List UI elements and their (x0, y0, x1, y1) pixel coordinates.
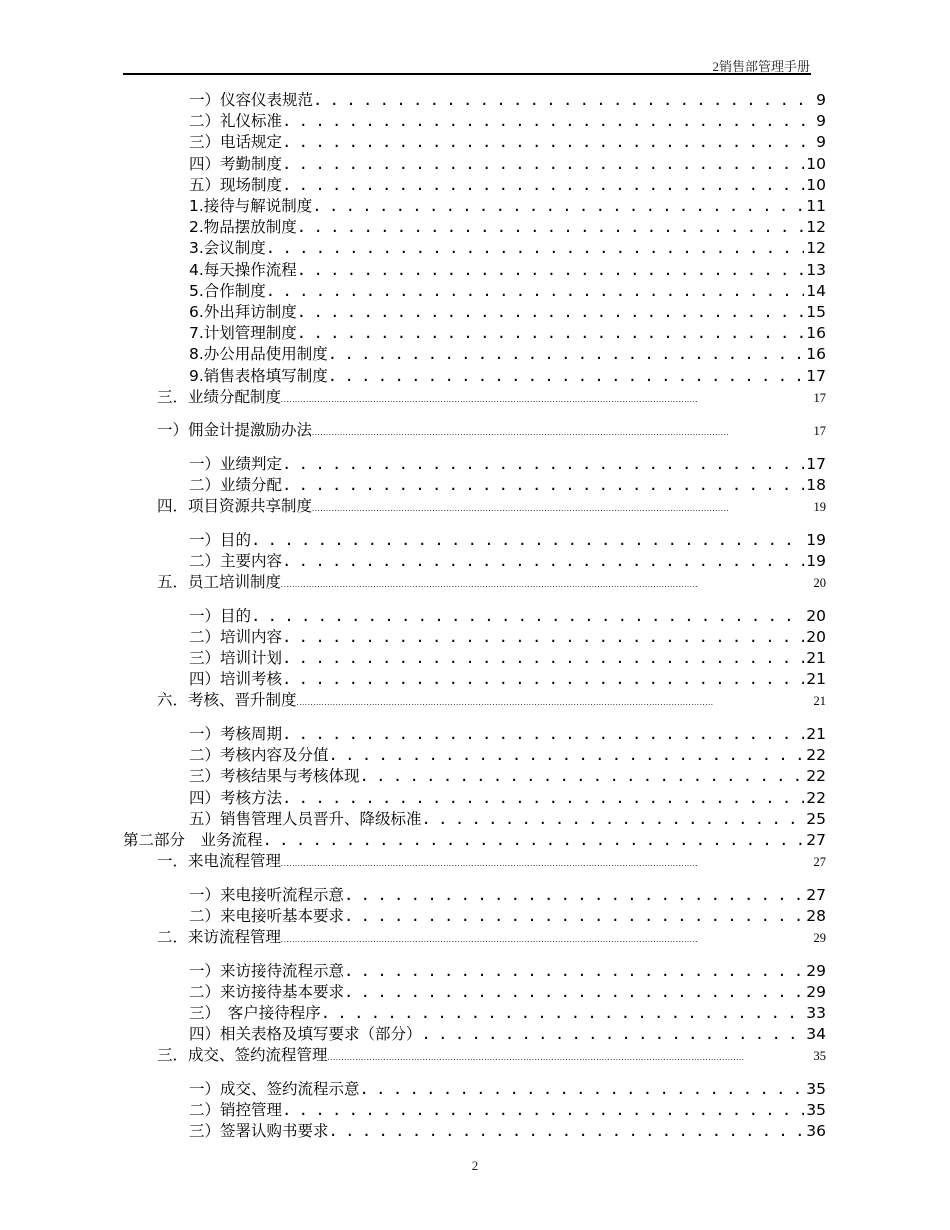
page-number: 2 (471, 1158, 479, 1173)
dot-leader (297, 217, 804, 238)
toc-entry-page: 25 (806, 809, 826, 828)
toc-entry-label: 二）来访接待基本要求 (189, 982, 345, 1001)
dot-leader (251, 530, 804, 551)
toc-entry-label: 二．来访流程管理 (157, 928, 282, 946)
toc-entry[interactable] (189, 982, 826, 1003)
toc-entry-label: 二）销控管理 (189, 1101, 283, 1119)
toc-entry[interactable] (157, 387, 826, 408)
toc-entry-page: 17 (813, 390, 826, 405)
toc-entry[interactable] (189, 302, 826, 323)
dot-leader (297, 260, 804, 281)
toc-entry[interactable] (189, 627, 826, 648)
toc-entry-label: 二）主要内容 (189, 551, 283, 570)
dot-leader (321, 1003, 805, 1024)
toc-entry[interactable] (189, 1024, 826, 1045)
dot-leader (344, 961, 804, 982)
toc-entry[interactable] (189, 745, 826, 766)
dot-leader (282, 154, 804, 175)
toc-entry-page: 35 (813, 1049, 826, 1064)
dot-leader (297, 323, 804, 344)
dot-leader (329, 1121, 805, 1142)
toc-entry-label: 一）来电接听流程示意 (189, 885, 345, 904)
toc-entry[interactable] (189, 766, 826, 787)
toc-entry-label: 三）培训计划 (189, 649, 283, 667)
toc-entry[interactable] (189, 111, 826, 132)
toc-entry-label: 一）业绩判定 (189, 454, 283, 473)
toc-entry-page: 16 (806, 324, 826, 343)
toc-entry-page: 11 (806, 197, 826, 215)
dot-leader (282, 111, 814, 132)
toc-entry[interactable] (157, 420, 826, 441)
toc-entry-page: 17 (813, 424, 826, 439)
dot-leader (282, 454, 804, 475)
toc-entry[interactable] (123, 830, 826, 851)
toc-entry-page: 22 (806, 746, 826, 765)
toc-entry-page: 21 (806, 670, 826, 689)
toc-entry-label: 三．业绩分配制度 (157, 387, 282, 406)
toc-entry-page: 18 (806, 476, 826, 494)
toc-entry-label: 一）仪容仪表规范 (189, 91, 314, 109)
dot-leader (266, 281, 804, 302)
toc-entry-label: 1.接待与解说制度 (189, 197, 313, 215)
toc-entry-page: 35 (806, 1101, 826, 1119)
dot-leader (282, 1100, 804, 1121)
toc-entry-page: 19 (806, 551, 826, 570)
toc-entry-page: 9 (816, 91, 826, 109)
toc-entry-page: 14 (806, 281, 826, 300)
toc-entry[interactable] (189, 260, 826, 281)
toc-entry-page: 16 (806, 345, 826, 364)
toc-entry-page: 36 (806, 1122, 826, 1141)
dot-leader (312, 498, 811, 517)
toc-entry-page: 20 (806, 606, 826, 625)
toc-entry-label: 二）来电接听基本要求 (189, 906, 345, 925)
dot-leader (297, 692, 812, 711)
dot-leader (281, 574, 811, 593)
toc-entry-label: 一）佣金计提激励办法 (157, 421, 313, 440)
toc-entry-page: 15 (806, 303, 826, 321)
toc-entry-page: 27 (806, 885, 826, 904)
dot-leader (282, 788, 804, 809)
dot-leader (282, 175, 804, 196)
dot-leader (313, 90, 814, 111)
toc-entry[interactable] (189, 1003, 826, 1024)
header-divider (123, 73, 811, 75)
dot-leader (360, 1079, 805, 1100)
toc-entry-page: 28 (806, 906, 826, 925)
toc-entry-label: 三．成交、签约流程管理 (157, 1046, 328, 1065)
running-header-title: 2销售部管理手册 (712, 59, 810, 74)
toc-entry[interactable] (189, 1100, 826, 1121)
toc-entry[interactable] (157, 851, 826, 872)
toc-entry[interactable] (189, 724, 826, 745)
dot-leader (282, 669, 804, 690)
toc-entry-page: 10 (806, 175, 826, 194)
toc-entry-page: 29 (806, 982, 826, 1001)
toc-entry[interactable] (189, 196, 826, 217)
toc-entry-label: 2.物品摆放制度 (189, 218, 297, 237)
toc-entry-label: 一）来访接待流程示意 (189, 961, 345, 980)
toc-entry-label: 四．项目资源共享制度 (157, 497, 313, 516)
toc-entry[interactable] (189, 885, 826, 906)
toc-entry[interactable] (189, 648, 826, 669)
dot-leader (422, 809, 805, 830)
toc-entry-page: 29 (813, 931, 826, 945)
toc-entry-label: 四）培训考核 (189, 670, 283, 689)
dot-leader (297, 302, 804, 323)
toc-entry-label: 三）签署认购书要求 (189, 1122, 329, 1141)
toc-entry-page: 29 (806, 961, 826, 980)
dot-leader (422, 1024, 805, 1045)
toc-entry-page: 21 (806, 724, 826, 743)
toc-entry[interactable] (189, 217, 826, 238)
toc-entry-page: 19 (806, 530, 826, 549)
toc-entry[interactable] (157, 1045, 826, 1066)
toc-entry[interactable] (189, 366, 826, 387)
dot-leader (312, 422, 811, 441)
toc-entry[interactable] (189, 238, 826, 259)
toc-entry[interactable] (157, 927, 826, 948)
toc-entry[interactable] (189, 454, 826, 475)
dot-leader (282, 475, 804, 496)
toc-entry-page: 27 (806, 830, 826, 849)
dot-leader (282, 551, 804, 572)
toc-entry-label: 二）礼仪标准 (189, 112, 283, 131)
toc-entry-page: 19 (813, 500, 826, 515)
toc-entry-page: 12 (806, 239, 826, 258)
toc-entry[interactable] (189, 90, 826, 111)
toc-entry[interactable] (189, 530, 826, 551)
dot-leader (328, 1047, 812, 1066)
dot-leader (344, 906, 804, 927)
toc-entry-page: 21 (806, 649, 826, 667)
toc-entry-page: 17 (806, 366, 826, 385)
toc-entry-label: 一．来电流程管理 (157, 852, 282, 871)
toc-entry[interactable] (157, 496, 826, 517)
toc-entry-page: 12 (806, 218, 826, 237)
dot-leader (344, 982, 804, 1003)
dot-leader (266, 238, 804, 259)
dot-leader (360, 766, 805, 787)
toc-entry-page: 21 (813, 694, 826, 709)
toc-entry-label: 四）考核方法 (189, 788, 283, 807)
dot-leader (282, 648, 804, 669)
toc-entry[interactable] (189, 323, 826, 344)
toc-entry-label: 三）考核结果与考核体现 (189, 767, 360, 786)
dot-leader (281, 929, 811, 948)
toc-entry-page: 22 (806, 788, 826, 807)
toc-entry-label: 一）考核周期 (189, 724, 283, 743)
toc-entry-page: 20 (813, 576, 826, 591)
toc-entry-label: 四）考勤制度 (189, 154, 283, 173)
toc-entry-page: 27 (813, 855, 826, 870)
toc-entry[interactable] (189, 281, 826, 302)
toc-entry-page: 34 (806, 1025, 826, 1044)
toc-entry-label: 三）电话规定 (189, 133, 283, 152)
toc-entry-label: 6.外出拜访制度 (189, 303, 297, 321)
dot-leader (329, 745, 805, 766)
toc-entry-label: 7.计划管理制度 (189, 324, 297, 343)
toc-entry[interactable] (189, 551, 826, 572)
toc-entry[interactable] (189, 132, 826, 153)
dot-leader (282, 627, 804, 648)
dot-leader (282, 724, 804, 745)
dot-leader (263, 830, 805, 851)
toc-entry[interactable] (189, 906, 826, 927)
toc-entry-page: 35 (806, 1079, 826, 1098)
toc-entry[interactable] (189, 961, 826, 982)
toc-entry[interactable] (189, 1121, 826, 1142)
toc-entry[interactable] (189, 175, 826, 196)
toc-entry-label: 9.销售表格填写制度 (189, 366, 328, 385)
dot-leader (282, 132, 814, 153)
toc-entry[interactable] (189, 475, 826, 496)
toc-entry[interactable] (189, 344, 826, 365)
toc-entry-label: 第二部分 业务流程 (123, 830, 263, 849)
toc-entry-label: 四）相关表格及填写要求（部分） (189, 1025, 422, 1044)
dot-leader (281, 853, 811, 872)
toc-entry-page: 33 (806, 1003, 826, 1022)
toc-entry-label: 五）销售管理人员晋升、降级标准 (189, 809, 422, 828)
toc-entry-page: 10 (806, 154, 826, 173)
dot-leader (251, 606, 804, 627)
toc-entry-label: 3.会议制度 (189, 239, 266, 258)
toc-entry-label: 二）培训内容 (189, 627, 283, 646)
toc-entry-page: 17 (806, 454, 826, 473)
toc-entry-label: 三） 客户接待程序 (189, 1003, 321, 1022)
toc-entry[interactable] (189, 1079, 826, 1100)
toc-entry-label: 一）成交、签约流程示意 (189, 1079, 360, 1098)
dot-leader (344, 885, 804, 906)
toc-entry-page: 20 (806, 627, 826, 646)
toc-entry-label: 五．员工培训制度 (157, 573, 282, 592)
dot-leader (312, 196, 804, 217)
dot-leader (328, 366, 804, 387)
toc-entry-label: 一）目的 (189, 606, 252, 625)
toc-entry-label: 8.办公用品使用制度 (189, 345, 328, 364)
toc-entry[interactable] (189, 809, 826, 830)
toc-entry-page: 22 (806, 767, 826, 786)
toc-entry-label: 二）业绩分配 (189, 476, 283, 494)
toc-entry-label: 五）现场制度 (189, 175, 283, 194)
toc-entry-label: 六．考核、晋升制度 (157, 691, 297, 710)
toc-entry-label: 二）考核内容及分值 (189, 746, 329, 765)
toc-entry[interactable] (189, 788, 826, 809)
toc-entry[interactable] (189, 669, 826, 690)
toc-entry-label: 4.每天操作流程 (189, 260, 297, 279)
toc-entry[interactable] (157, 690, 826, 711)
toc-entry[interactable] (189, 606, 826, 627)
toc-entry-page: 9 (816, 133, 826, 152)
dot-leader (328, 344, 804, 365)
toc-entry[interactable] (157, 572, 826, 593)
toc-entry-label: 5.合作制度 (189, 281, 266, 300)
dot-leader (281, 389, 811, 408)
toc-entry-page: 13 (806, 260, 826, 279)
toc-entry-page: 9 (816, 112, 826, 131)
toc-entry[interactable] (189, 154, 826, 175)
toc-entry-label: 一）目的 (189, 530, 252, 549)
